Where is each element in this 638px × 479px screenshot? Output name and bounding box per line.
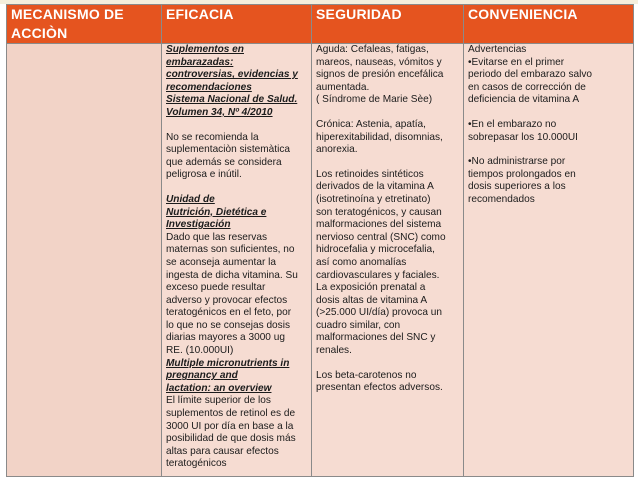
text-line: posibilidad de que dosis más [166,433,296,445]
conveniencia-advertencias [468,44,629,107]
text-line: Advertencias [468,44,527,55]
text-line: Nutrición, Dietética e [166,206,267,218]
seguridad-retinoides [316,169,459,358]
text-line: cuadro similar, con [316,319,401,331]
text-line: derivados de la vitamina A [316,181,434,193]
text-line: periodo del embarazo salvo [468,69,593,81]
text-line: Investigación [166,219,231,231]
text-line: embarazadas: [166,56,234,68]
cell-conveniencia [464,44,634,477]
eficacia-ref2-title [166,194,307,232]
text-line: RE. (10.000UI) [166,345,234,357]
text-line: diarias mayores a 3000 ug [166,332,285,344]
text-line: Volumen 34, Nº 4/2010 [166,106,273,118]
cell-eficacia [162,44,312,477]
text-line: ( Síndrome de Marie Sèe) [316,94,433,106]
text-line: suplementos de retinol es de [166,408,296,420]
text-line: se aconseja aumentar la [166,256,276,268]
text-line: recomendados [468,193,535,205]
text-line: ingesta de dicha vitamina. Su [166,269,298,281]
text-line: teratogénicos [166,458,227,470]
text-line: sobrepasar los 10.000UI [468,131,578,143]
seguridad-aguda [316,44,459,107]
text-line: controversias, evidencias y [166,69,298,81]
table-header-row [7,5,634,44]
text-line: aumentada. [316,81,370,93]
text-line: malformaciones del SNC y [316,332,436,344]
eficacia-ref3-text [166,395,307,471]
text-line: Los beta-carotenos no [316,369,417,381]
header-mecanismo: MECANISMO DE ACCIÒN [7,5,162,44]
text-line: malformaciones del sistema [316,219,442,231]
text-line: hiperexitabilidad, disomnias, [316,131,443,143]
text-line: recomendaciones [166,81,252,93]
text-line: (>25.000 UI/día) provoca un [316,307,442,319]
text-line: hidrocefalia y microcefalia, [316,244,435,256]
text-line: •No administrarse por [468,156,566,168]
text-line: tiempos prolongados en [468,168,576,180]
eficacia-ref1-title [166,44,307,120]
text-line: mareos, nauseas, vómitos y [316,56,442,68]
header-eficacia: EFICACIA [162,5,312,44]
text-line: Aguda: Cefaleas, fatigas, [316,44,429,55]
text-line: maternas son suficientes, no [166,244,295,256]
text-line: lo que no se consejas dosis [166,319,291,331]
text-line: Suplementos en [166,44,244,55]
cell-mecanismo [7,44,162,477]
text-line: exceso puede resultar [166,282,266,294]
eficacia-ref2-text [166,232,307,358]
text-line: pregnancy and [166,370,238,382]
text-line: peligrosa e inútil. [166,169,242,181]
seguridad-beta-carotenos [316,370,459,395]
text-line: nervioso central (SNC) como [316,231,446,243]
text-line: •Evitarse en el primer [468,56,565,68]
text-line: •En el embarazo no [468,118,557,130]
text-line: suplementaciòn sistemàtica [166,144,290,156]
text-line: El límite superior de los [166,395,271,407]
text-line: Sistema Nacional de Salud. [166,94,298,106]
table-body-row [7,44,634,477]
text-line: lactation: an overview [166,382,272,394]
text-line: deficiencia de vitamina A [468,94,580,106]
text-line: Los retinoides sintéticos [316,168,424,180]
text-line: Multiple micronutrients in [166,357,290,369]
vitamin-a-table [6,4,634,477]
text-line: teratogénicos en el feto, por [166,307,292,319]
header-seguridad: SEGURIDAD [312,5,464,44]
text-line: dosis superiores a los [468,181,566,193]
text-line: Unidad de [166,193,215,205]
text-line: son teratogénicos, y causan [316,206,442,218]
header-conveniencia: CONVENIENCIA [464,5,634,44]
text-line: presentan efectos adversos. [316,382,443,394]
text-line: 3000 UI por día en base a la [166,420,294,432]
text-line: Dado que las reservas [166,231,267,243]
seguridad-cronica [316,119,459,157]
text-line: La exposición prenatal a [316,282,426,294]
conveniencia-no-administrar [468,156,629,206]
text-line: cardiovasculares y faciales. [316,269,440,281]
cell-seguridad [312,44,464,477]
text-line: adverso y provocar efectos [166,294,288,306]
eficacia-ref3-title [166,358,307,396]
text-line: Crónica: Astenia, apatía, [316,118,426,130]
text-line: signos de presión encefálica [316,69,444,81]
eficacia-ref1-text [166,132,307,182]
text-line: (isotretinoína y etretinato) [316,193,431,205]
conveniencia-sobrepasar [468,119,629,144]
text-line: altas para causar efectos [166,445,279,457]
text-line: en casos de corrección de [468,81,586,93]
text-line: así como anomalías [316,256,407,268]
text-line: No se recomienda la [166,131,259,143]
text-line: renales. [316,345,352,357]
text-line: anorexia. [316,144,358,156]
text-line: que además se considera [166,156,282,168]
text-line: dosis altas de vitamina A [316,294,428,306]
